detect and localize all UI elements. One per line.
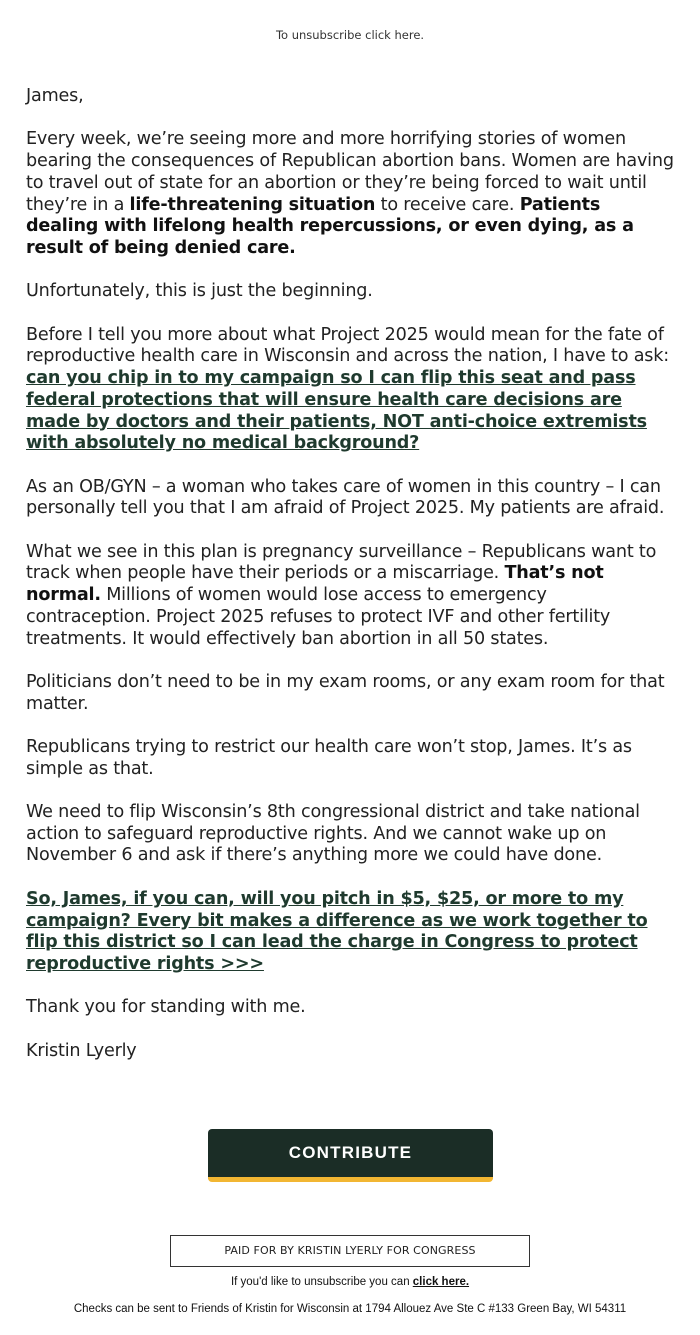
mailing-address: Checks can be sent to Friends of Kristin for Wisconsin at 1794 Allouez Ave Ste C #133 Green Bay, WI 54311 [73,1303,627,1315]
paragraph-1 [26,129,676,259]
signature: Kristin Lyerly [26,1040,137,1061]
footer-unsubscribe-text: If you'd like to unsubscribe you can [230,1276,413,1288]
paragraph-1-bold-1: life-threatening situation [129,194,376,215]
paragraph-8: We need to flip Wisconsin’s 8th congressional district and take national action to safeguard reproductive rights. And we cannot wake up on November 6 and ask if there’s anything more we could have done. [26,802,640,866]
greeting: James, [26,86,84,106]
pitch-in-link[interactable]: So, James, if you can, will you pitch in $5, $25, or more to my campaign? Every bit makes a difference as we work together to flip this district so I can lead the charge in Congress to protect reproductive rights >>> [26,888,648,974]
chip-in-link[interactable]: can you chip in to my campaign so I can flip this seat and pass federal protections that will ensure health care decisions are made by doctors and their patients, NOT anti-choice extremists with absolutely no medical background? [26,368,647,454]
paragraph-2: Unfortunately, this is just the beginning. [26,281,373,302]
paragraph-10: Thank you for standing with me. [26,997,306,1018]
top-unsubscribe [0,28,700,42]
paragraph-3 [26,325,676,455]
cta-container [208,1129,493,1182]
paragraph-1-bold-2: Patients dealing with lifelong health repercussions, or even dying, as a result of being denied care. [26,194,634,258]
email-body [26,86,676,1084]
paragraph-5-bold: That’s not normal. [26,563,604,606]
paragraph-4: As an OB/GYN – a woman who takes care of women in this country – I can personally tell you that I am afraid of Project 2025. My patients are afraid. [26,476,665,519]
paragraph-9 [26,889,676,976]
paragraph-7: Republicans trying to restrict our health care won’t stop, James. It’s as simple as that. [26,736,632,779]
footer-unsubscribe-link[interactable]: click here. [412,1276,470,1288]
paragraph-5-text-a: What we see in this plan is pregnancy surveillance – Republicans want to track when people have their periods or a miscarriage. [26,541,657,584]
paragraph-1-text-a: Every week, we’re seeing more and more horrifying stories of women bearing the consequences of Republican abortion bans. Women are having to travel out of state for an abortion or they’re being forced to wait until they’re in a [26,129,674,215]
paragraph-6: Politicians don’t need to be in my exam rooms, or any exam room for that matter. [26,671,665,714]
footer-unsubscribe [0,1276,700,1288]
paragraph-5 [26,542,676,651]
paragraph-1-text-b: to receive care. [375,194,520,215]
paid-for-disclaimer: PAID FOR BY KRISTIN LYERLY FOR CONGRESS [170,1235,530,1267]
contribute-button[interactable]: CONTRIBUTE [208,1129,493,1182]
paragraph-5-text-b: Millions of women would lose access to emergency contraception. Project 2025 refuses to protect IVF and other fertility treatments. It would effectively ban abortion in all 50 states. [26,585,611,649]
paragraph-3-text: Before I tell you more about what Project 2025 would mean for the fate of reproductive health care in Wisconsin and across the nation, I have to ask: [26,324,669,367]
top-unsubscribe-link[interactable]: To unsubscribe click here. [275,28,425,42]
